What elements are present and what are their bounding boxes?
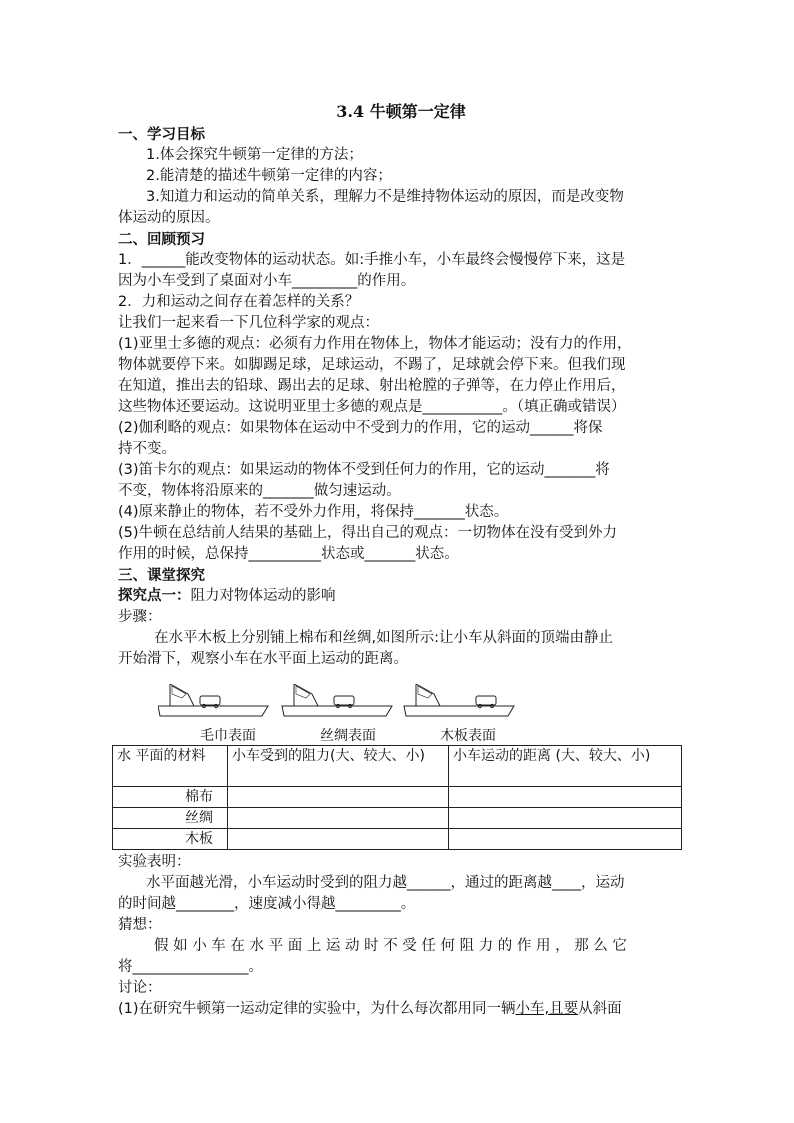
review-line: (4)原来静止的物体，若不受外力作用，将保持_______状态。 bbox=[118, 504, 509, 520]
table-row bbox=[113, 787, 682, 808]
guess-line: 将________________。 bbox=[118, 959, 263, 975]
guess-line: 假如小车在水平面上运动时不受任何阻力的作用，那么它 bbox=[154, 938, 632, 954]
review-line: 物体就要停下来。如脚踢足球，足球运动，不踢了，足球就会停下来。但我们现 bbox=[118, 357, 626, 373]
section-heading-goals: 一、学习目标 bbox=[118, 126, 205, 143]
review-line: 不变，物体将沿原来的_______做匀速运动。 bbox=[118, 483, 401, 499]
steps-label: 步骤： bbox=[118, 609, 162, 625]
review-line: 2．力和运动之间存在着怎样的关系？ bbox=[118, 294, 360, 310]
table-header-cell: 水 平面的材料 bbox=[113, 746, 228, 787]
section-heading-review: 二、回顾预习 bbox=[118, 231, 205, 248]
table-row bbox=[113, 808, 682, 829]
result-line: 的时间越________，速度减小得越_________。 bbox=[118, 896, 416, 912]
table-cell[interactable] bbox=[449, 787, 682, 808]
table-cell[interactable] bbox=[228, 808, 449, 829]
experiment-figure bbox=[118, 684, 684, 744]
discuss-text-end: 从斜面 bbox=[578, 1001, 622, 1017]
discuss-label: 讨论： bbox=[118, 980, 162, 996]
table-header-cell: 小车运动的距离 (大、较大、小) bbox=[449, 746, 682, 787]
review-line: 在知道，推出去的铅球、踢出去的足球、射出枪膛的子弹等，在力停止作用后， bbox=[118, 378, 626, 394]
discuss-text: (1)在研究牛顿第一运动定律的实验中，为什么每次都用同一辆 bbox=[118, 1001, 516, 1017]
ramp-cart-diagram bbox=[158, 684, 518, 726]
table-cell[interactable] bbox=[449, 829, 682, 850]
review-line: (5)牛顿在总结前人结果的基础上，得出自己的观点：一切物体在没有受到外力 bbox=[118, 525, 618, 541]
review-line: 持不变。 bbox=[118, 441, 176, 457]
review-line: (1)亚里士多德的观点：必须有力作用在物体上，物体才能运动；没有力的作用， bbox=[118, 336, 632, 352]
review-line: (2)伽利略的观点：如果物体在运动中不受到力的作用，它的运动______将保 bbox=[118, 420, 603, 436]
discuss-line bbox=[118, 999, 684, 1020]
review-line: 作用的时候，总保持__________状态或_______状态。 bbox=[118, 546, 459, 562]
table-cell[interactable] bbox=[228, 829, 449, 850]
steps-line: 开始滑下，观察小车在水平面上运动的距离。 bbox=[118, 651, 408, 667]
guess-label: 猜想： bbox=[118, 917, 162, 933]
table-cell: 丝绸 bbox=[113, 808, 228, 829]
goal-item: 3.知道力和运动的简单关系，理解力不是维持物体运动的原因，而是改变物 bbox=[146, 189, 624, 205]
goal-item: 1.体会探究牛顿第一定律的方法； bbox=[146, 147, 363, 163]
page-title: 3.4 牛顿第一定律 bbox=[336, 102, 466, 121]
figure-label-silk: 丝绸表面 bbox=[320, 728, 376, 744]
table-row bbox=[113, 829, 682, 850]
worksheet-page bbox=[117, 100, 684, 1017]
results-table bbox=[112, 745, 682, 850]
review-line: 这些物体还要运动。这说明亚里士多德的观点是___________。（填正确或错误） bbox=[118, 399, 626, 415]
table-header-cell: 小车受到的阻力(大、较大、小) bbox=[228, 746, 449, 787]
explore-point-text: 阻力对物体运动的影响 bbox=[190, 588, 336, 604]
goal-item: 2.能清楚的描述牛顿第一定律的内容； bbox=[146, 168, 392, 184]
result-label: 实验表明： bbox=[118, 854, 191, 870]
table-cell: 木板 bbox=[113, 829, 228, 850]
goal-item-continued: 体运动的原因。 bbox=[118, 210, 220, 226]
table-cell[interactable] bbox=[449, 808, 682, 829]
review-line: 1．______能改变物体的运动状态。如:手推小车，小车最终会慢慢停下来，这是 bbox=[118, 252, 626, 268]
table-cell[interactable] bbox=[228, 787, 449, 808]
result-line: 水平面越光滑，小车运动时受到的阻力越______，通过的距离越____，运动 bbox=[146, 875, 625, 891]
steps-line: 在水平木板上分别铺上棉布和丝绸,如图所示:让小车从斜面的顶端由静止 bbox=[154, 630, 613, 646]
review-line: 因为小车受到了桌面对小车_________的作用。 bbox=[118, 273, 416, 289]
review-line: 让我们一起来看一下几位科学家的观点： bbox=[118, 315, 379, 331]
review-line: (3)笛卡尔的观点：如果运动的物体不受到任何力的作用，它的运动_______将 bbox=[118, 462, 610, 478]
explore-point-line bbox=[118, 586, 684, 607]
table-header-row bbox=[113, 746, 682, 787]
figure-label-wood: 木板表面 bbox=[440, 728, 496, 744]
explore-point-label: 探究点一： bbox=[118, 588, 191, 604]
section-heading-explore: 三、课堂探究 bbox=[118, 567, 205, 584]
after-table-section bbox=[118, 852, 684, 1020]
table-cell: 棉布 bbox=[113, 787, 228, 808]
discuss-underlined-text: 小车,且要 bbox=[515, 1001, 579, 1017]
figure-label-towel: 毛巾表面 bbox=[200, 728, 256, 744]
